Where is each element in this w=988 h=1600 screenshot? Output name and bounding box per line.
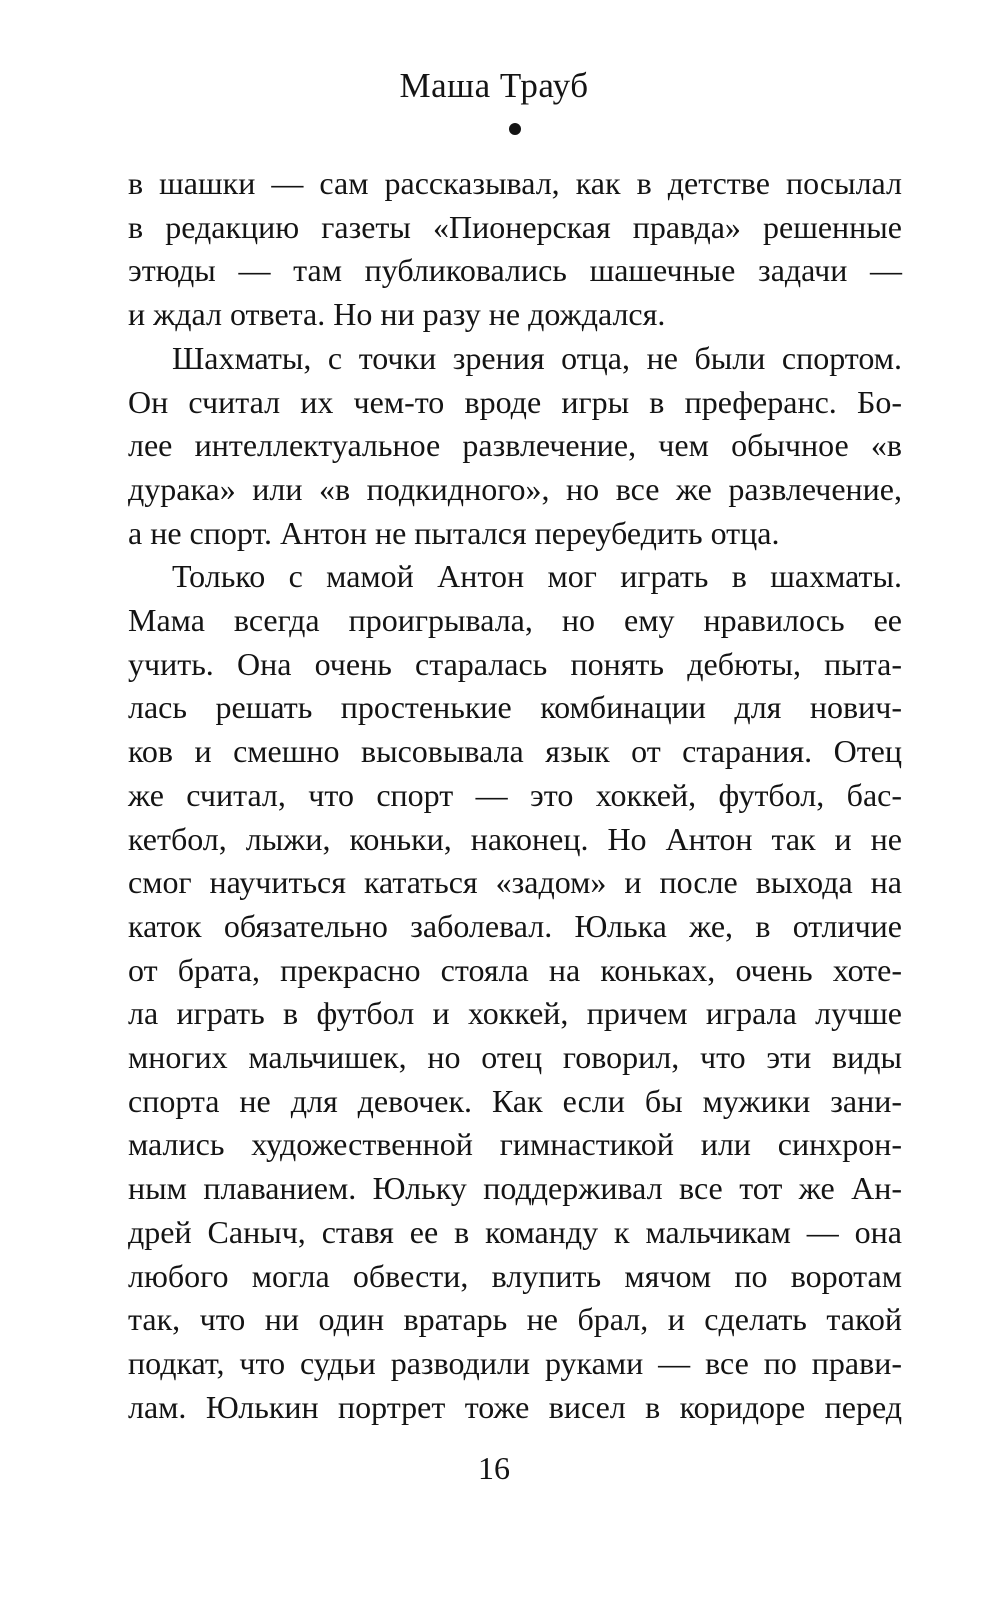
text-line: Он считал их чем-то вроде игры в преферанс. Бо- [128,383,902,420]
text-line: этюды — там публиковались шашечные задачи — [128,252,902,289]
text-line: в редакцию газеты «Пионерская правда» решенные [128,208,902,245]
text-line: ла играть в футбол и хоккей, причем играла лучше [128,995,902,1032]
text-line: ным плаванием. Юльку поддерживал все тот же Ан- [128,1170,902,1207]
text-line: Только с мамой Антон мог играть в шахматы. [172,558,902,595]
body-text [128,162,902,1429]
text-line: кетбол, лыжи, коньки, наконец. Но Антон так и не [128,820,902,857]
text-line: мались художественной гимнастикой или синхрон- [128,1126,902,1163]
text-line: учить. Она очень старалась понять дебюты, пыта- [128,645,902,682]
text-line: дрей Саныч, ставя ее в команду к мальчикам — она [128,1213,902,1250]
text-line: любого могла обвести, влупить мячом по воротам [128,1257,902,1294]
text-line: лам. Юлькин портрет тоже висел в коридоре перед [128,1388,902,1425]
page-number: 16 [478,1450,510,1486]
text-line: смог научиться кататься «задом» и после выхода на [128,864,902,901]
text-line: Мама всегда проигрывала, но ему нравилось ее [128,602,902,639]
text-line: спорта не для девочек. Как если бы мужики зани- [128,1082,902,1119]
text-line: Шахматы, с точки зрения отца, не были спортом. [172,339,902,376]
text-line: лее интеллектуальное развлечение, чем обычное «в [128,427,902,464]
text-line: лась решать простенькие комбинации для нович- [128,689,902,726]
text-line: от брата, прекрасно стояла на коньках, очень хоте- [128,951,902,988]
text-line: ков и смешно высовывала язык от старания. Отец [128,733,902,770]
text-line: так, что ни один вратарь не брал, и сделать такой [128,1301,902,1338]
text-line: подкат, что судьи разводили руками — все по прави- [128,1344,902,1381]
running-head-bullet [509,123,521,135]
text-line: а не спорт. Антон не пытался переубедить отца. [128,514,780,551]
text-line: каток обязательно заболевал. Юлька же, в отличие [128,907,902,944]
running-head: Маша Трауб [399,66,589,105]
text-line: в шашки — сам рассказывал, как в детстве посылал [128,165,902,201]
text-line: и ждал ответа. Но ни разу не дождался. [128,296,666,333]
text-line: многих мальчишек, но отец говорил, что эти виды [128,1039,902,1076]
text-line: дурака» или «в подкидного», но все же развлечение, [128,470,902,507]
text-line: же считал, что спорт — это хоккей, футбол, бас- [128,776,902,813]
